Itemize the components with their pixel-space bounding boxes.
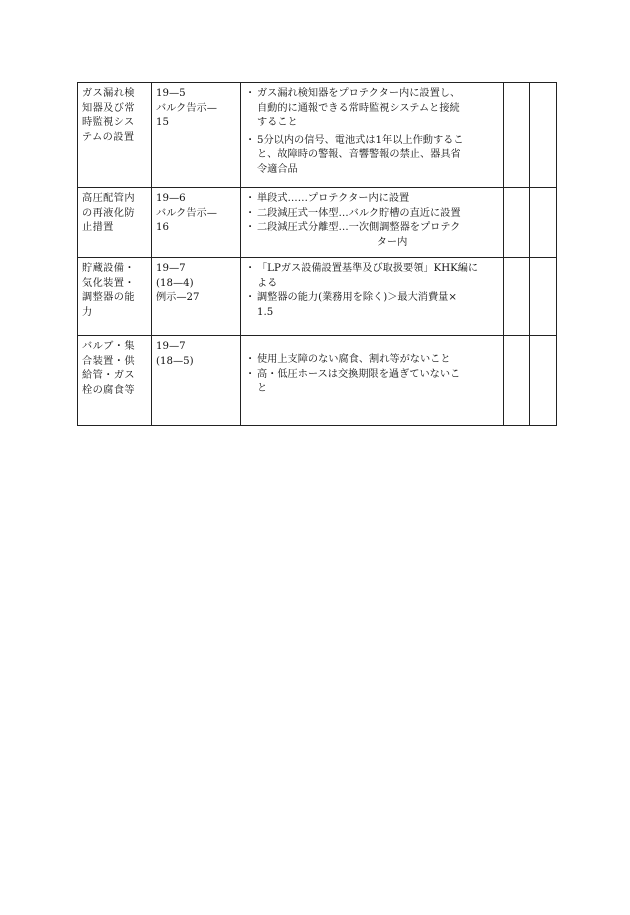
bullet-mark: ・ bbox=[245, 354, 256, 365]
bullet-text: 「LPガス設備設置基準及び取扱要領」KHK編に bbox=[257, 263, 479, 274]
reference-cell bbox=[152, 83, 241, 188]
bullet-item bbox=[245, 221, 499, 250]
bullet-text: と bbox=[257, 383, 268, 395]
content-cell bbox=[241, 188, 504, 258]
bullet-text: 1.5 bbox=[257, 306, 274, 318]
item-line: テムの設置 bbox=[82, 131, 135, 143]
inspection-table bbox=[77, 82, 557, 426]
bullet-item bbox=[245, 134, 499, 178]
item-line: の再液化防 bbox=[82, 207, 135, 219]
bullet-item bbox=[245, 87, 499, 131]
bullet-item bbox=[245, 207, 499, 222]
reference-line: 19—6 bbox=[156, 193, 186, 204]
reference-line: 15 bbox=[156, 117, 169, 129]
table-row bbox=[78, 188, 557, 258]
bullet-mark: ・ bbox=[245, 88, 256, 99]
item-cell bbox=[78, 188, 152, 258]
reference-line: (18—4) bbox=[156, 277, 194, 289]
item-line: 合装置・供 bbox=[82, 355, 135, 367]
item-line: 気化装置・ bbox=[82, 277, 135, 289]
item-line: 調整器の能 bbox=[82, 292, 135, 304]
bullet-text: 自動的に通報できる常時監視システムと接続 bbox=[257, 102, 460, 114]
bullet-mark: ・ bbox=[245, 193, 256, 204]
item-cell bbox=[78, 336, 152, 426]
reference-cell bbox=[152, 188, 241, 258]
bullet-text: 令適合品 bbox=[257, 163, 298, 175]
item-line: ガス漏れ検 bbox=[82, 88, 135, 99]
check-cell bbox=[504, 258, 530, 336]
bullet-text: と、故障時の警報、音響警報の禁止、器具省 bbox=[257, 149, 461, 161]
reference-line: 19—5 bbox=[156, 88, 186, 99]
bullet-mark: ・ bbox=[245, 222, 256, 234]
reference-cell bbox=[152, 258, 241, 336]
bullet-text: 二段減圧式分離型…一次側調整器をプロテク bbox=[257, 222, 461, 234]
table-row bbox=[78, 258, 557, 336]
bullet-text: 高・低圧ホースは交換期限を過ぎていないこ bbox=[257, 368, 461, 380]
bullet-text: ター内 bbox=[376, 236, 408, 248]
bullet-text: 5分以内の信号、電池式は1年以上作動するこ bbox=[257, 134, 464, 146]
bullet-text: 使用上支障のない腐食、割れ等がないこと bbox=[257, 354, 451, 365]
item-cell bbox=[78, 258, 152, 336]
bullet-item bbox=[245, 353, 499, 368]
reference-line: (18—5) bbox=[156, 355, 194, 367]
reference-line: バルク告示— bbox=[156, 102, 217, 114]
check-cell bbox=[504, 83, 530, 188]
item-line: 給管・ガス bbox=[82, 370, 135, 382]
check-cell bbox=[504, 336, 530, 426]
check-cell bbox=[530, 336, 557, 426]
bullet-text: 二段減圧式一体型…バルク貯槽の直近に設置 bbox=[257, 207, 461, 219]
bullet-text: 調整器の能力(業務用を除く)＞最大消費量× bbox=[257, 292, 457, 304]
content-cell bbox=[241, 258, 504, 336]
reference-line: 例示—27 bbox=[156, 292, 200, 304]
check-cell bbox=[530, 258, 557, 336]
item-line: 止措置 bbox=[82, 222, 114, 234]
bullet-text: 単段式……プロテクター内に設置 bbox=[257, 193, 410, 204]
item-line: 知器及び常 bbox=[82, 102, 135, 114]
item-line: 高圧配管内 bbox=[82, 193, 135, 204]
bullet-item bbox=[245, 291, 499, 320]
item-cell bbox=[78, 83, 152, 188]
item-line: バルブ・集 bbox=[82, 341, 135, 352]
item-line: 貯蔵設備・ bbox=[82, 263, 135, 274]
bullet-mark: ・ bbox=[245, 134, 256, 146]
reference-line: 19—7 bbox=[156, 263, 186, 274]
bullet-text: すること bbox=[257, 117, 298, 129]
bullet-mark: ・ bbox=[245, 263, 256, 274]
bullet-item bbox=[245, 262, 499, 291]
reference-line: 19—7 bbox=[156, 341, 186, 352]
bullet-item bbox=[245, 192, 499, 207]
item-line: 力 bbox=[82, 306, 93, 318]
bullet-text: ガス漏れ検知器をプロテクター内に設置し、 bbox=[257, 88, 461, 99]
content-cell bbox=[241, 83, 504, 188]
content-cell bbox=[241, 336, 504, 426]
check-cell bbox=[530, 188, 557, 258]
check-cell bbox=[504, 188, 530, 258]
item-line: 栓の腐食等 bbox=[82, 384, 135, 396]
reference-cell bbox=[152, 336, 241, 426]
reference-line: 16 bbox=[156, 222, 169, 234]
bullet-mark: ・ bbox=[245, 368, 256, 380]
bullet-item bbox=[245, 368, 499, 397]
bullet-mark: ・ bbox=[245, 207, 256, 219]
reference-line: バルク告示— bbox=[156, 207, 217, 219]
bullet-text: よる bbox=[257, 277, 278, 289]
bullet-mark: ・ bbox=[245, 292, 256, 304]
check-cell bbox=[530, 83, 557, 188]
table-row bbox=[78, 83, 557, 188]
table-row bbox=[78, 336, 557, 426]
item-line: 時監視シス bbox=[82, 117, 135, 129]
